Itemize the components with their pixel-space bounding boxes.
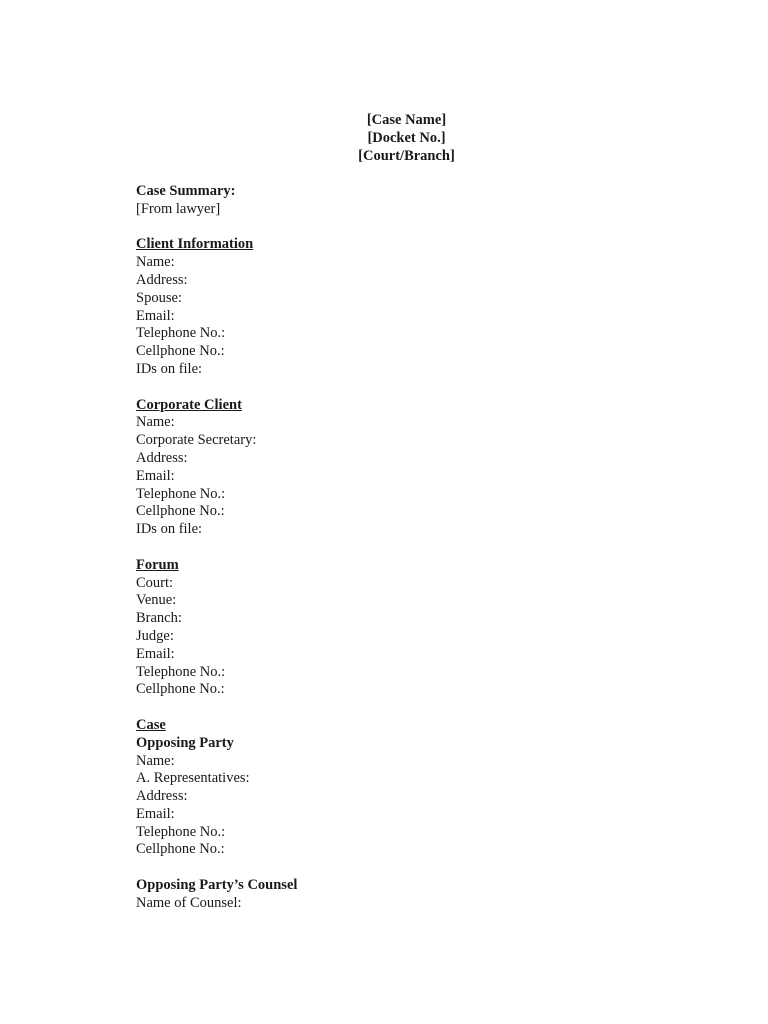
corporate-client-heading: Corporate Client [136,396,242,413]
forum-field: Court: [136,574,174,591]
corporate-field: Corporate Secretary: [136,432,257,449]
client-field: Telephone No.: [136,325,226,342]
case-summary-text: [From lawyer] [136,200,221,217]
opposing-party-heading: Opposing Party [136,734,234,751]
opposing-party-field: Name: [136,752,175,769]
forum-heading: Forum [136,556,179,573]
opposing-party-field: Email: [136,805,175,822]
docket-no: [Docket No.] [367,129,446,146]
client-field: Name: [136,254,175,271]
forum-field: Judge: [136,627,174,644]
document-header [0,112,768,165]
opposing-party-field: Telephone No.: [136,823,226,840]
opposing-counsel-heading: Opposing Party’s Counsel [136,877,298,894]
client-field: Spouse: [136,289,182,306]
corporate-field: Address: [136,449,188,466]
forum-field: Telephone No.: [136,663,226,680]
client-field: IDs on file: [136,360,203,377]
client-field: Cellphone No.: [136,343,225,360]
case-heading: Case [136,716,166,733]
corporate-field: IDs on file: [136,521,203,538]
forum-field: Venue: [136,592,177,609]
opposing-party-field: Address: [136,788,188,805]
case-summary-heading: Case Summary: [136,183,236,199]
opposing-counsel-field: Name of Counsel: [136,894,242,911]
client-field: Address: [136,271,188,288]
forum-field: Cellphone No.: [136,681,225,698]
client-field: Email: [136,307,175,324]
forum-field: Email: [136,645,175,662]
corporate-field: Email: [136,467,175,484]
opposing-party-field: A. Representatives: [136,770,250,787]
opposing-party-field: Cellphone No.: [136,841,225,858]
case-name: [Case Name] [366,112,447,128]
client-information-heading: Client Information [136,236,254,253]
court-branch: [Court/Branch] [358,147,455,164]
corporate-field: Name: [136,414,175,431]
forum-field: Branch: [136,610,182,627]
corporate-field: Telephone No.: [136,485,226,502]
corporate-field: Cellphone No.: [136,503,225,520]
document-body [136,183,696,913]
